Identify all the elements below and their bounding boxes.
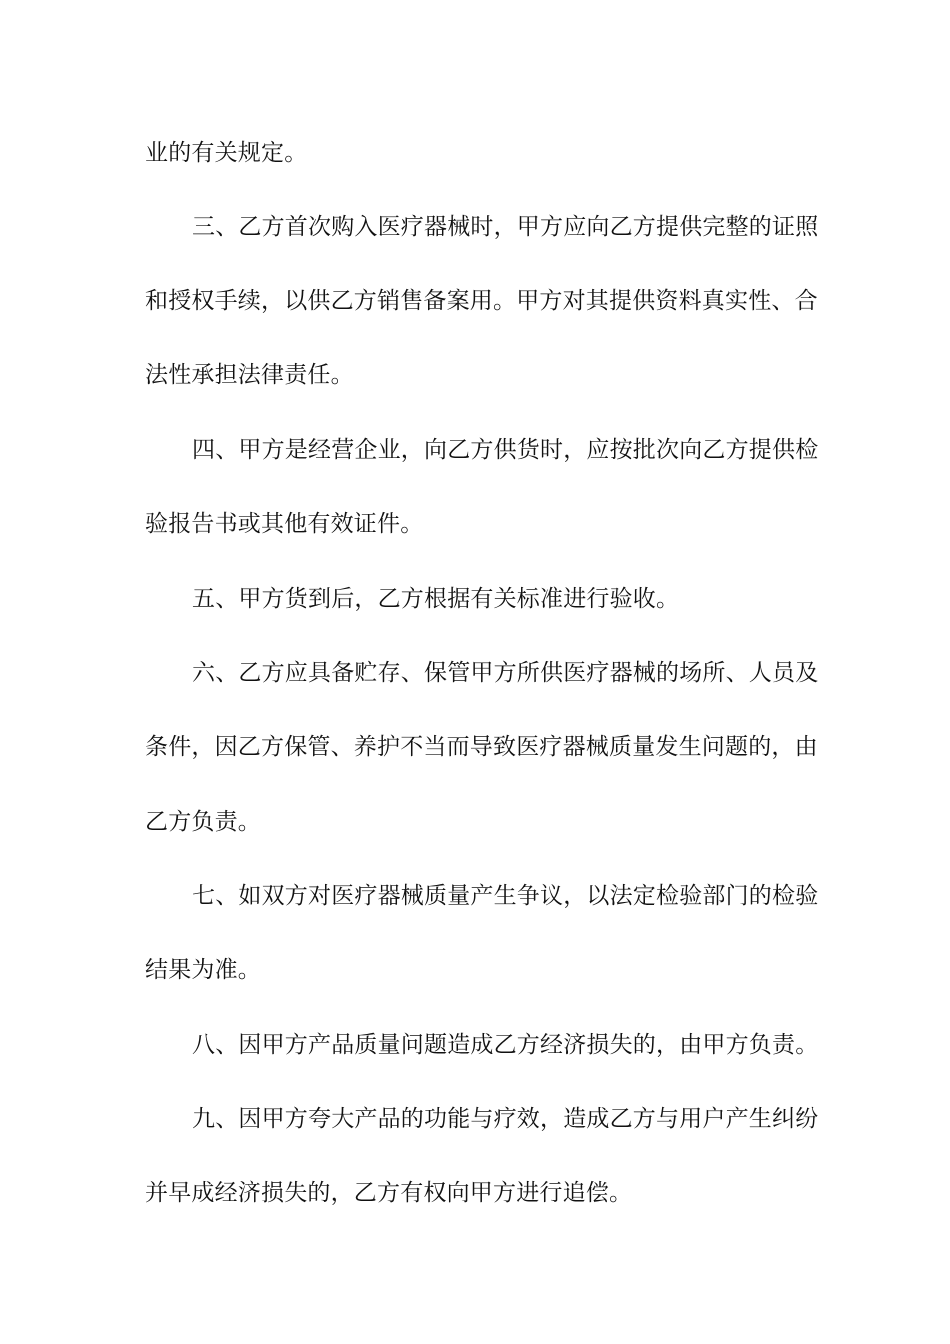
text-line: 和授权手续，以供乙方销售备案用。甲方对其提供资料真实性、合 (145, 288, 818, 314)
text-line: 法性承担法律责任。 (145, 362, 354, 388)
clause-3-line: 三、乙方首次购入医疗器械时，甲方应向乙方提供完整的证照 (192, 214, 819, 240)
text-line: 条件，因乙方保管、养护不当而导致医疗器械质量发生问题的，由 (145, 734, 818, 760)
clause-9-line: 九、因甲方夸大产品的功能与疗效，造成乙方与用户产生纠纷 (192, 1106, 819, 1132)
text-line: 验报告书或其他有效证件。 (145, 511, 424, 537)
clause-5-line: 五、甲方货到后，乙方根据有关标准进行验收。 (192, 586, 680, 612)
text-line: 业的有关规定。 (145, 140, 308, 166)
clause-4-line: 四、甲方是经营企业，向乙方供货时，应按批次向乙方提供检 (192, 437, 819, 463)
clause-6-line: 六、乙方应具备贮存、保管甲方所供医疗器械的场所、人员及 (192, 660, 819, 686)
clause-7-line: 七、如双方对医疗器械质量产生争议，以法定检验部门的检验 (192, 883, 819, 909)
text-line: 乙方负责。 (145, 809, 261, 835)
text-line: 结果为准。 (145, 957, 261, 983)
text-line: 并早成经济损失的，乙方有权向甲方进行追偿。 (145, 1180, 633, 1206)
clause-8-line: 八、因甲方产品质量问题造成乙方经济损失的，由甲方负责。 (192, 1032, 819, 1058)
